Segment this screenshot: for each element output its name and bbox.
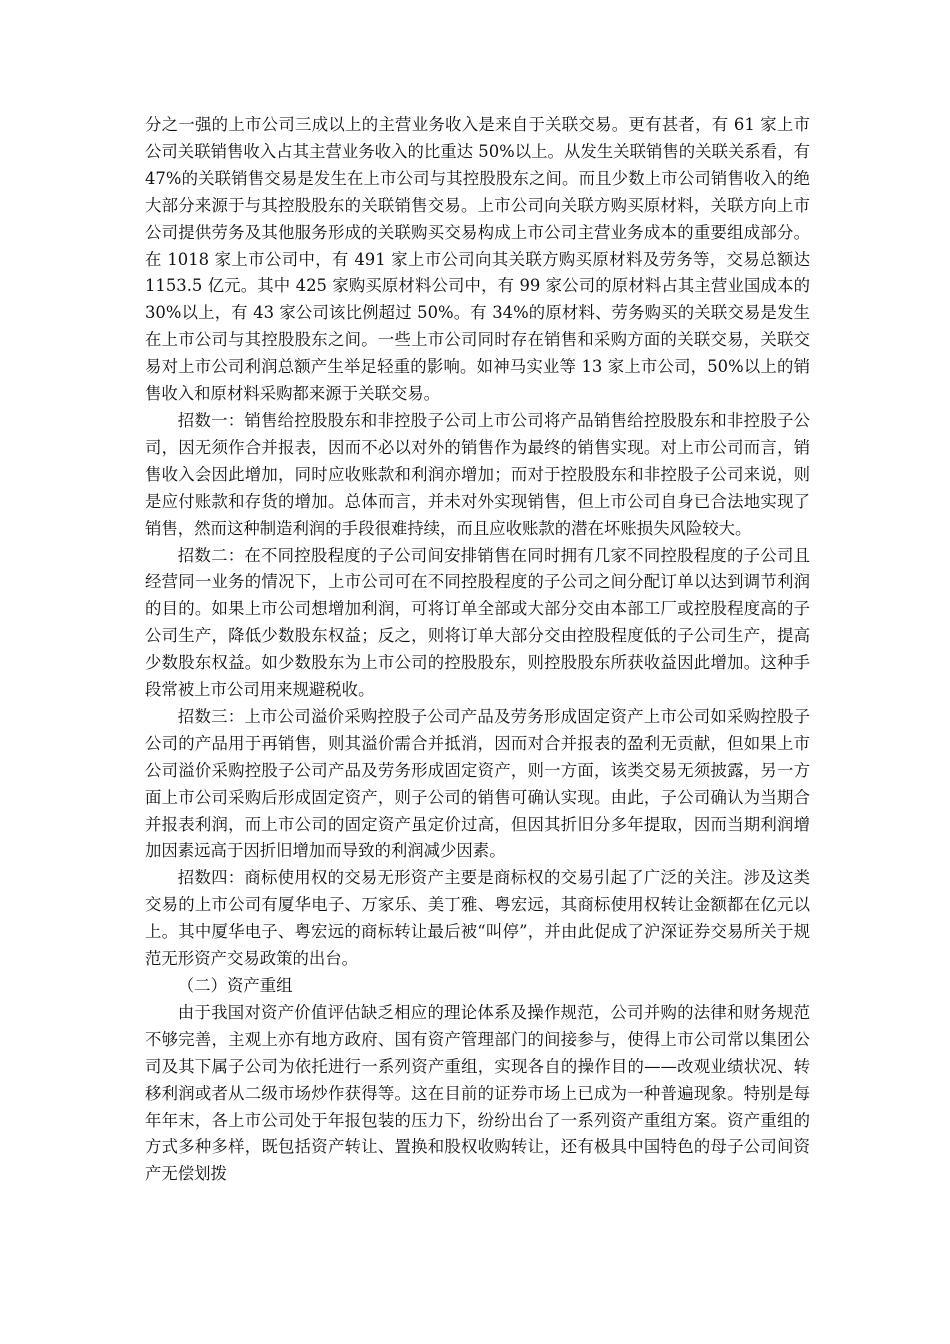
document-page <box>145 112 810 1188</box>
paragraph-method-one: 招数一：销售给控股股东和非控股子公司上市公司将产品销售给控股股东和非控股子公司，因无须作合并报表，因而不必以对外的销售作为最终的销售实现。对上市公司而言，销售收入会因此增加，同时应收账款和利润亦增加；而对于控股股东和非控股子公司来说，则是应付账款和存货的增加。总体而言，并未对外实现销售，但上市公司自身已合法地实现了销售，然而这种制造利润的手段很难持续，而且应收账款的潜在坏账损失风险较大。 <box>145 410 810 538</box>
paragraph-method-four: 招数四：商标使用权的交易无形资产主要是商标权的交易引起了广泛的关注。涉及这类交易的上市公司有厦华电子、万家乐、美丁雅、粤宏远，其商标使用权转让金额都在亿元以上。其中厦华电子、粤宏远的商标转让最后被“叫停”，并由此促成了沪深证券交易所关于规范无形资产交易政策的出台。 <box>145 868 810 969</box>
paragraph-method-two: 招数二：在不同控股程度的子公司间安排销售在同时拥有几家不同控股程度的子公司且经营同一业务的情况下，上市公司可在不同控股程度的子公司之间分配订单以达到调节利润的目的。如果上市公司想增加利润，可将订单全部或大部分交由本部工厂或控股程度高的子公司生产，降低少数股东权益；反之，则将订单大部分交由控股程度低的子公司生产，提高少数股东权益。如少数股东为上市公司的控股股东，则控股股东所获收益因此增加。这种手段常被上市公司用来规避税收。 <box>145 545 810 700</box>
paragraph-asset-restructuring: 由于我国对资产价值评估缺乏相应的理论体系及操作规范，公司并购的法律和财务规范不够完善，主观上亦有地方政府、国有资产管理部门的间接参与，使得上市公司常以集团公司及其下属子公司为依托进行一系列资产重组，实现各自的操作目的——改观业绩状况、转移利润或者从二级市场炒作获得等。这在目前的证券市场上已成为一种普遍现象。特别是每年年末，各上市公司处于年报包装的压力下，纷纷出台了一系列资产重组方案。资产重组的方式多种多样，既包括资产转让、置换和股权收购转让，还有极具中国特色的母子公司间资产无偿划拨 <box>145 1002 810 1184</box>
section-heading: （二）资产重组 <box>177 976 293 995</box>
paragraph-method-three: 招数三：上市公司溢价采购控股子公司产品及劳务形成固定资产上市公司如采购控股子公司的产品用于再销售，则其溢价需合并抵消，因而对合并报表的盈利无贡献，但如果上市公司溢价采购控股子公司产品及劳务形成固定资产，则一方面，该类交易无须披露，另一方面上市公司采购后形成固定资产，则子公司的销售可确认实现。由此，子公司确认为当期合并报表利润，而上市公司的固定资产虽定价过高，但因其折旧分多年提取，因而当期利润增加因素远高于因折旧增加而导致的利润减少因素。 <box>145 706 810 861</box>
paragraph-related-transactions: 分之一强的上市公司三成以上的主营业务收入是来自于关联交易。更有甚者，有 61 家上市公司关联销售收入占其主营业务收入的比重达 50%以上。从发生关联销售的关联关系看，有 47%的关联销售交易是发生在上市公司与其控股股东之间。而且少数上市公司销售收入的绝大部分来源于与其控股股东的关联销售交易。上市公司向关联方购买原材料，关联方向上市公司提供劳务及其他服务形成的关联购买交易构成上市公司主营业务成本的重要组成部分。在 1018 家上市公司中，有 491 家上市公司向其关联方购买原材料及劳务等，交易总额达 1153.5 亿元。其中 425 家购买原材料公司中，有 99 家公司的原材料占其主营业国成本的 30%以上，有 43 家公司该比例超过 50%。有 34%的原材料、劳务购买的关联交易是发生在上市公司与其控股股东之间。一些上市公司同时存在销售和采购方面的关联交易，关联交易对上市公司利润总额产生举足轻重的影响。如神马实业等 13 家上市公司，50%以上的销售收入和原材料采购都来源于关联交易。 <box>145 115 810 404</box>
